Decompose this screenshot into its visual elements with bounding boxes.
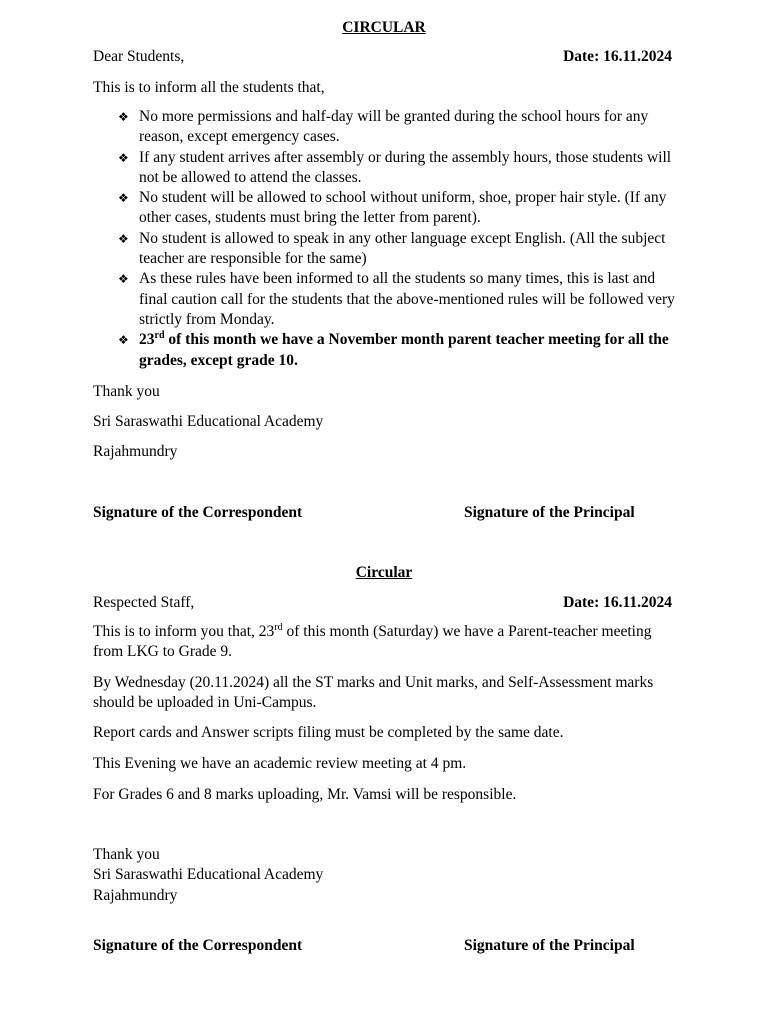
principal-signature: Signature of the Principal [464, 504, 635, 521]
list-item-num: 23 [139, 331, 155, 349]
list-item-text: As these rules have been informed to all the students so many times, this is last and final caution call for the students that the above-mentioned rules will be followed very strictly from Monday. [139, 270, 675, 328]
paragraph: By Wednesday (20.11.2024) all the ST marks and Unit marks, and Self-Assessment marks should be uploaded in Uni-Campus. [93, 674, 654, 712]
city-name: Rajahmundry [93, 443, 178, 460]
paragraph-text: of this month (Saturday) we have a Parent-teacher meeting from LKG to Grade 9. [93, 623, 652, 661]
circular-title: Circular [355, 564, 413, 581]
salutation: Respected Staff, [93, 594, 195, 611]
diamond-bullet-icon: ❖ [118, 333, 129, 348]
list-item-text: No student is allowed to speak in any other language except English. (All the subject teacher are responsible for the same) [139, 229, 666, 268]
paragraph: This Evening we have an academic review meeting at 4 pm. [93, 755, 467, 772]
list-item [118, 148, 678, 189]
org-name: Sri Saraswathi Educational Academy [93, 866, 324, 883]
list-item-text: of this month we have a November month parent teacher meeting for all the grades, except grade 10. [139, 331, 669, 369]
diamond-bullet-icon: ❖ [118, 150, 129, 165]
city-name: Rajahmundry [93, 887, 178, 904]
list-item [118, 229, 678, 270]
paragraph: For Grades 6 and 8 marks uploading, Mr. Vamsi will be responsible. [93, 786, 517, 803]
rules-list [118, 107, 678, 371]
circular-date: Date: 16.11.2024 [563, 48, 672, 65]
list-item-text: If any student arrives after assembly or during the assembly hours, those students will not be allowed to attend the classes. [139, 148, 672, 186]
paragraph-text: This is to inform you that, 23 [93, 623, 275, 640]
list-item [118, 269, 678, 330]
thanks-text: Thank you [93, 846, 160, 863]
org-name: Sri Saraswathi Educational Academy [93, 413, 324, 430]
diamond-bullet-icon: ❖ [118, 272, 129, 287]
correspondent-signature: Signature of the Correspondent [93, 937, 303, 954]
list-item [118, 330, 678, 371]
list-item [118, 188, 678, 229]
diamond-bullet-icon: ❖ [118, 231, 129, 246]
list-item-text: No student will be allowed to school without uniform, shoe, proper hair style. (If any other cases, students must bring the letter from parent). [139, 189, 667, 227]
paragraph [93, 622, 683, 663]
ordinal-suffix: rd [274, 622, 283, 633]
ordinal-suffix: rd [154, 330, 165, 342]
thanks-text: Thank you [93, 383, 160, 400]
diamond-bullet-icon: ❖ [118, 191, 129, 206]
salutation: Dear Students, [93, 48, 185, 65]
diamond-bullet-icon: ❖ [118, 110, 129, 124]
circular-title: CIRCULAR [342, 19, 426, 36]
list-item [118, 107, 678, 148]
paragraph: Report cards and Answer scripts filing must be completed by the same date. [93, 724, 564, 741]
correspondent-signature: Signature of the Correspondent [93, 504, 303, 521]
list-item-text: No more permissions and half-day will be granted during the school hours for any reason, except emergency cases. [139, 108, 649, 146]
intro-text: This is to inform all the students that, [93, 79, 325, 96]
circular-date: Date: 16.11.2024 [563, 594, 672, 611]
principal-signature: Signature of the Principal [464, 937, 635, 954]
